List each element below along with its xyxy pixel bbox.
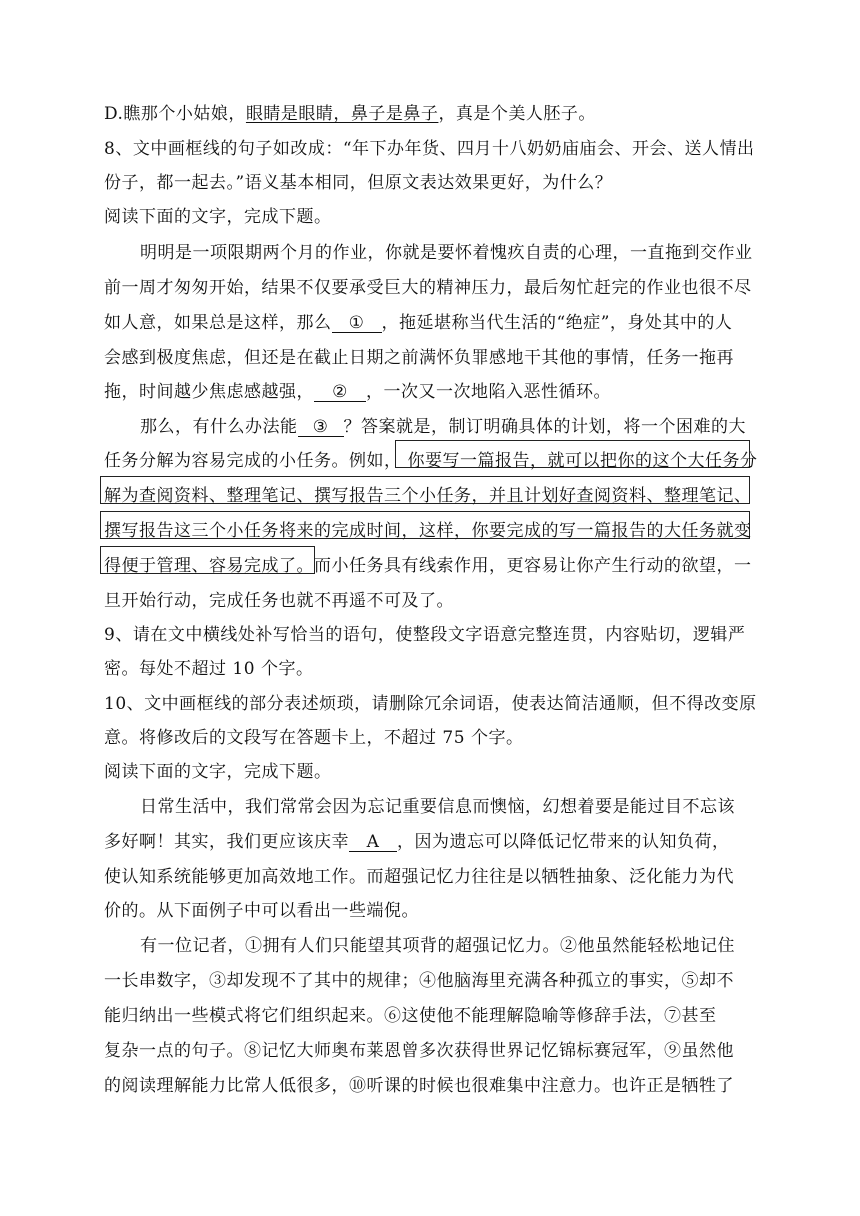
passage1-line-3 — [104, 313, 764, 333]
q9-line-2: 密。每处不超过 10 个字。 — [104, 659, 314, 679]
passage1-line-3-a: 如人意，如果总是这样，那么 — [104, 313, 332, 333]
passage1-p2-line-5 — [104, 556, 764, 576]
passage1-line-1: 明明是一项限期两个月的作业，你就是要怀着愧疚自责的心理，一直拖到交作业 — [140, 243, 753, 263]
blank-2[interactable]: ② — [314, 383, 366, 402]
passage2-line-2-a: 多好啊！其实，我们更应该庆幸 — [104, 832, 349, 852]
section2-intro: 阅读下面的文字，完成下题。 — [104, 762, 332, 782]
q8-line-2: 份子，都一起去。”语义基本相同，但原文表达效果更好，为什么？ — [104, 173, 613, 193]
section1-intro: 阅读下面的文字，完成下题。 — [104, 207, 332, 227]
passage1-p2-line-5-b: 而小任务具有线索作用，更容易让你产生行动的欲望，一 — [314, 556, 752, 576]
passage1-p2-line-2 — [104, 451, 764, 471]
framed-text-4: 得便于管理、容易完成了。 — [104, 556, 314, 576]
passage1-p2-line-1 — [140, 417, 764, 437]
passage1-line-2: 前一周才匆匆开始，结果不仅要承受巨大的精神压力，最后匆忙赶完的作业也很不尽 — [104, 278, 752, 298]
passage1-p2-line-6: 旦开始行动，完成任务也就不再遥不可及了。 — [104, 591, 454, 611]
framed-text-1: 你要写一篇报告，就可以把你的这个大任务分 — [407, 451, 758, 471]
passage1-line-4: 会感到极度焦虑，但还是在截止日期之前满怀负罪感地干其他的事情，任务一拖再 — [104, 348, 734, 368]
passage1-line-3-b: ，拖延堪称当代生活的“绝症”，身处其中的人 — [381, 313, 733, 333]
q8-line-1: 8、文中画框线的句子如改成：“年下办年货、四月十八奶奶庙庙会、开会、送人情出 — [104, 139, 755, 159]
q7-option-d — [104, 104, 764, 124]
q10-line-2: 意。将修改后的文段写在答题卡上，不超过 75 个字。 — [104, 728, 524, 748]
q7-option-d-prefix: D.瞧那个小姑娘， — [104, 104, 246, 124]
passage2-line-3: 使认知系统能够更加高效地工作。而超强记忆力往往是以牺牲抽象、泛化能力为代 — [104, 867, 734, 887]
passage2-p2-line-1: 有一位记者，①拥有人们只能望其项背的超强记忆力。②他虽然能轻松地记住 — [140, 936, 735, 956]
framed-text-2: 解为查阅资料、整理笔记、撰写报告三个小任务，并且计划好查阅资料、整理笔记、 — [104, 486, 752, 506]
blank-3[interactable]: ③ — [298, 418, 344, 437]
passage2-line-4: 价的。从下面例子中可以看出一些端倪。 — [104, 901, 419, 921]
passage1-p2-line-1-a: 那么，有什么办法能 — [140, 417, 298, 437]
passage2-p2-line-4: 复杂一点的句子。⑧记忆大师奥布莱恩曾多次获得世界记忆锦标赛冠军，⑨虽然他 — [104, 1041, 734, 1061]
passage2-p2-line-5: 的阅读理解能力比常人低很多，⑩听课的时候也很难集中注意力。也许正是牺牲了 — [104, 1076, 734, 1096]
passage2-line-2 — [104, 832, 764, 852]
blank-1[interactable]: ① — [332, 314, 382, 333]
passage2-line-2-b: ，因为遗忘可以降低记忆带来的认知负荷， — [397, 832, 730, 852]
passage2-p2-line-3: 能归纳出一些模式将它们组织起来。⑥这使他不能理解隐喻等修辞手法，⑦甚至 — [104, 1006, 717, 1026]
passage2-p2-line-2: 一长串数字，③却发现不了其中的规律；④他脑海里充满各种孤立的事实，⑤却不 — [104, 971, 734, 991]
passage1-p2-line-2-a: 任务分解为容易完成的小任务。例如， — [104, 451, 402, 471]
passage1-line-5-b: ，一次又一次地陷入恶性循环。 — [366, 382, 611, 402]
framed-text-3: 撰写报告这三个小任务将来的完成时间，这样，你要完成的写一篇报告的大任务就变 — [104, 521, 752, 541]
blank-a[interactable]: A — [349, 833, 397, 852]
passage1-p2-line-1-b: ？答案就是，制订明确具体的计划，将一个困难的大 — [343, 417, 746, 437]
q7-option-d-underlined: 眼睛是眼睛，鼻子是鼻子 — [245, 104, 439, 124]
q9-line-1: 9、请在文中横线处补写恰当的语句，使整段文字语意完整连贯，内容贴切，逻辑严 — [104, 625, 746, 645]
passage1-line-5 — [104, 382, 764, 402]
passage2-line-1: 日常生活中，我们常常会因为忘记重要信息而懊恼，幻想着要是能过目不忘该 — [140, 797, 735, 817]
q7-option-d-suffix: ，真是个美人胚子。 — [438, 104, 596, 124]
q10-line-1: 10、文中画框线的部分表述烦琐，请删除冗余词语，使表达简洁通顺，但不得改变原 — [104, 694, 757, 714]
passage1-line-5-a: 拖，时间越少焦虑感越强， — [104, 382, 314, 402]
